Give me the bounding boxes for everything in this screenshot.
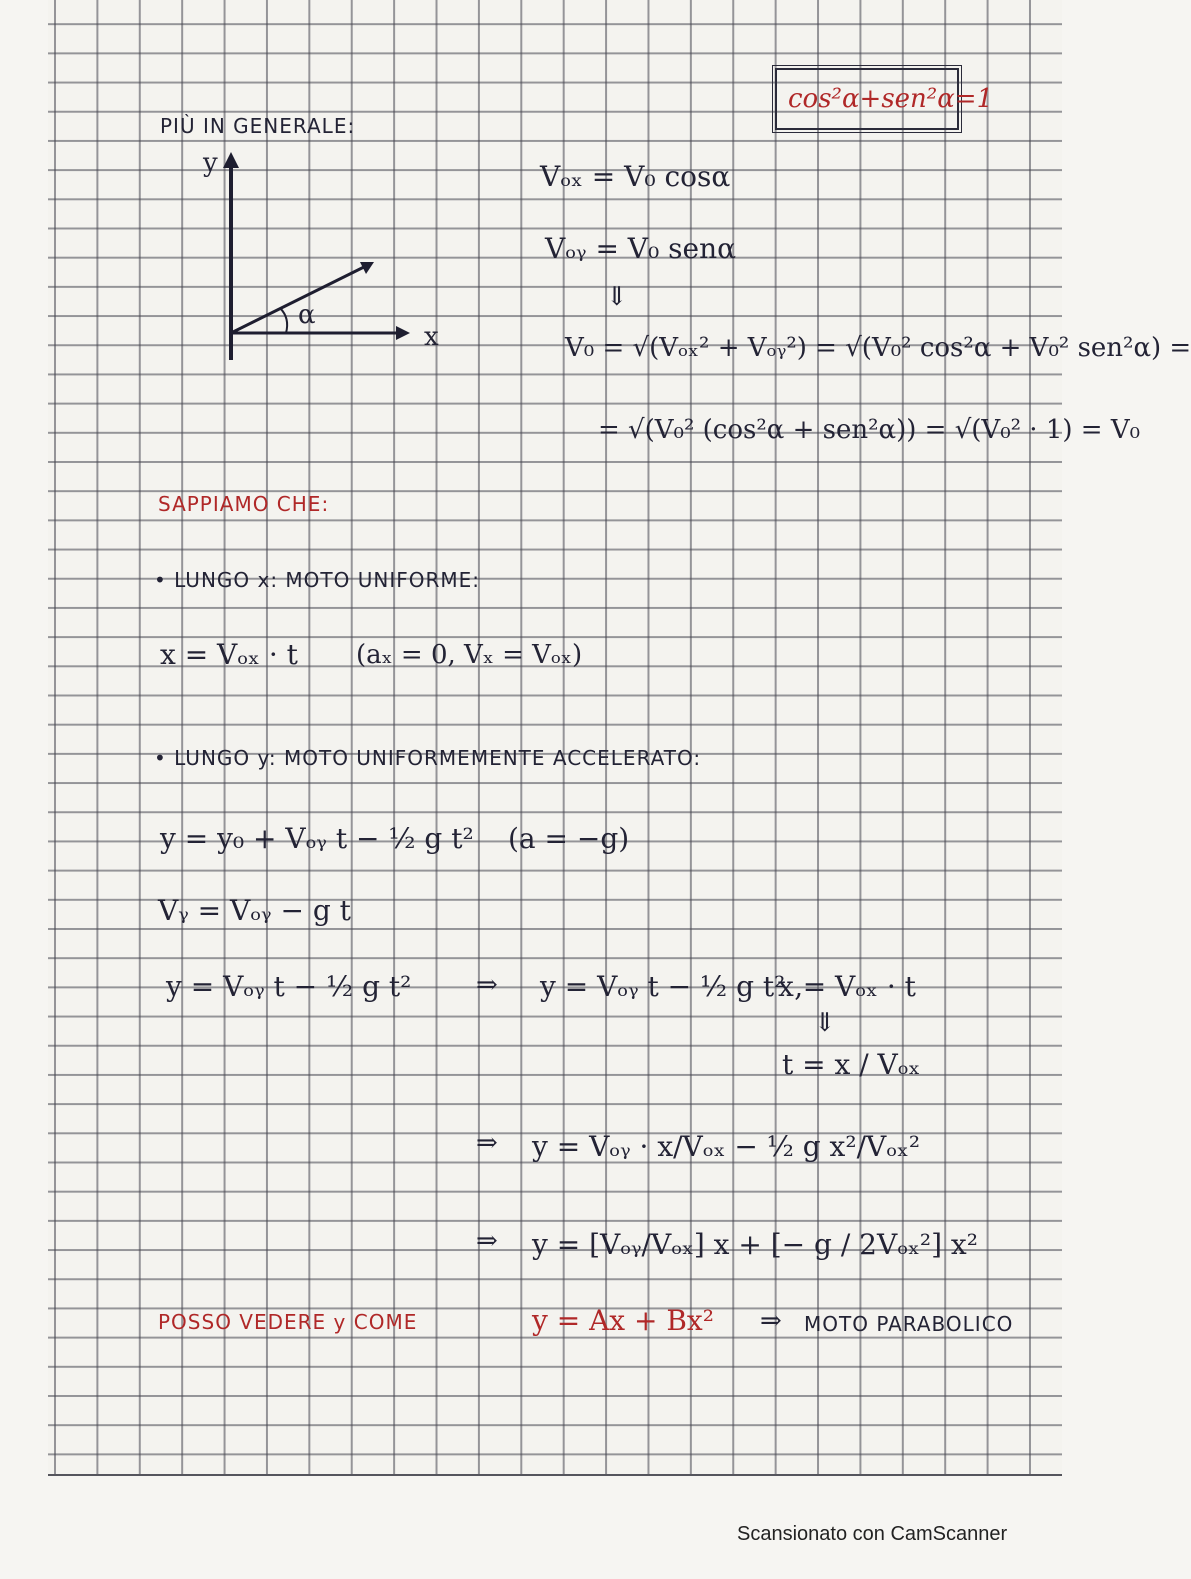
x-axis-arrowhead <box>396 326 410 340</box>
eq-y: y = y₀ + Vₒᵧ t − ½ g t² <box>160 822 474 855</box>
cond-x: (aₓ = 0, Vₓ = Vₒₓ) <box>356 640 583 670</box>
eq-t: t = x / Vₒₓ <box>782 1048 921 1081</box>
section-title-generale: PIÙ IN GENERALE: <box>160 114 356 138</box>
arrow-icon-1: ⇒ <box>476 970 498 1000</box>
conclusion-text: POSSO VEDERE y COME <box>158 1310 418 1334</box>
implies-icon: ⇓ <box>606 282 628 312</box>
section-title-sappiamo: SAPPIAMO CHE: <box>158 492 330 516</box>
eq-vox: Vₒₓ = V₀ cosα <box>540 160 731 193</box>
angle-arc <box>280 308 287 333</box>
arrow-icon-3: ⇒ <box>476 1226 498 1256</box>
eq-v0-line1: V₀ = √(Vₒₓ² + Vₒᵧ²) = √(V₀² cos²α + V₀² sen²α) = <box>565 333 1191 363</box>
eq-v0-line2: = √(V₀² (cos²α + sen²α)) = √(V₀² · 1) = V₀ <box>598 415 1141 445</box>
eq-vy: Vᵧ = Vₒᵧ − g t <box>158 894 351 927</box>
eq-final: y = [Vₒᵧ/Vₒₓ] x + [− g / 2Vₒₓ²] x² <box>532 1228 978 1261</box>
conclusion-arrow-icon: ⇒ <box>760 1306 782 1336</box>
implies-icon-2: ⇓ <box>814 1008 836 1038</box>
conclusion-equation: y = Ax + Bx² <box>532 1304 714 1337</box>
eq-y3: y = Vₒᵧ t − ½ g t² , <box>540 970 804 1003</box>
scanner-watermark: Scansionato con CamScanner <box>737 1523 1008 1545</box>
angle-label: α <box>298 300 316 330</box>
eq-substitution: y = Vₒᵧ · x/Vₒₓ − ½ g x²/Vₒₓ² <box>532 1130 921 1163</box>
conclusion-result: MOTO PARABOLICO <box>804 1312 1014 1336</box>
eq-xt: x = Vₒₓ · t <box>778 970 916 1003</box>
y-axis-label: y <box>203 148 218 178</box>
eq-y2: y = Vₒᵧ t − ½ g t² <box>166 970 412 1003</box>
x-axis-label: x <box>424 322 439 352</box>
bullet-lungo-y: • LUNGO y: MOTO UNIFORMEMENTE ACCELERATO: <box>154 746 702 770</box>
eq-x: x = Vₒₓ · t <box>160 638 298 671</box>
arrow-icon-2: ⇒ <box>476 1128 498 1158</box>
eq-voy: Vₒᵧ = V₀ senα <box>545 232 737 265</box>
cond-y: (a = −g) <box>508 822 630 855</box>
identity-formula: cos²α+sen²α=1 <box>788 84 994 114</box>
y-axis-arrowhead <box>223 152 239 168</box>
bullet-lungo-x: • LUNGO x: MOTO UNIFORME: <box>154 568 481 592</box>
